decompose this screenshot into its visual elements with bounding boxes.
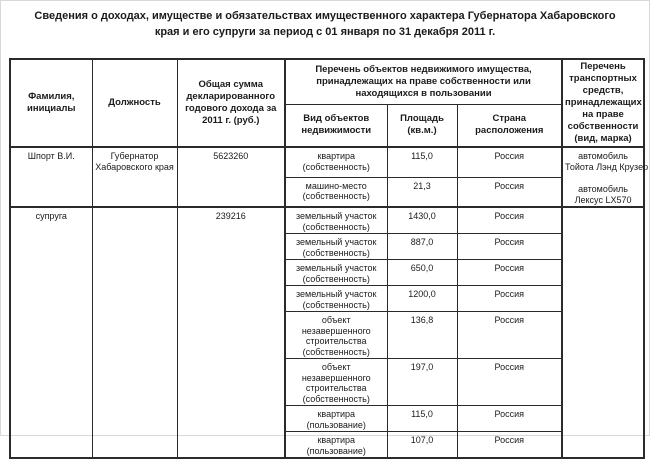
property-tenure: (собственность) — [302, 299, 370, 310]
property-country-cell: Россия — [457, 234, 562, 260]
property-tenure: (собственность) — [302, 191, 370, 201]
property-area-cell: 1200,0 — [387, 286, 457, 312]
header-area: Площадь (кв.м.) — [387, 104, 457, 147]
property-kind: земельный участок — [296, 237, 377, 247]
person-name-cell: Шпорт В.И. — [10, 147, 92, 207]
property-area-cell: 115,0 — [387, 147, 457, 177]
property-kind: земельный участок — [296, 211, 377, 221]
property-area-cell: 1430,0 — [387, 207, 457, 234]
property-country-cell: Россия — [457, 147, 562, 177]
property-kind: объект незавершенного строительства — [301, 315, 371, 346]
transport-entry — [565, 151, 649, 172]
property-kind: земельный участок — [296, 289, 377, 299]
property-country-cell: Россия — [457, 359, 562, 406]
property-tenure: (собственность) — [302, 247, 370, 258]
property-country-cell: Россия — [457, 207, 562, 234]
property-kind: квартира — [317, 435, 356, 445]
property-tenure: (собственность) — [302, 346, 370, 357]
table-row — [10, 207, 644, 234]
property-type-cell — [285, 260, 387, 286]
header-realty-group: Перечень объектов недвижимого имущества, принадлежащих на праве собственности или находящихся в пользовании — [285, 59, 562, 104]
property-type-cell — [285, 234, 387, 260]
property-type-cell — [285, 147, 387, 177]
property-area-cell: 21,3 — [387, 177, 457, 207]
header-name: Фамилия, инициалы — [10, 59, 92, 147]
property-tenure: (собственность) — [302, 393, 370, 404]
header-row-group — [10, 59, 644, 104]
property-kind: машино-место — [305, 180, 367, 191]
transport-model: Тойота Лэнд Крузер — [565, 161, 649, 172]
property-area-cell: 197,0 — [387, 359, 457, 406]
property-country-cell: Россия — [457, 312, 562, 359]
declaration-table — [9, 58, 649, 459]
property-area-cell: 107,0 — [387, 432, 457, 459]
property-type-cell — [285, 359, 387, 406]
property-type-cell — [285, 406, 387, 432]
person-income-cell: 239216 — [177, 207, 285, 458]
transport-model: Лексус LX570 — [574, 194, 632, 205]
person-income-cell: 5623260 — [177, 147, 285, 207]
property-country-cell: Россия — [457, 286, 562, 312]
property-area-cell: 650,0 — [387, 260, 457, 286]
property-type-cell — [285, 177, 387, 207]
property-kind: земельный участок — [296, 263, 377, 273]
person-position-cell — [92, 207, 177, 458]
property-tenure: (собственность) — [302, 221, 370, 232]
property-type-cell — [285, 207, 387, 234]
header-transport: Перечень транспортных средств, принадлежащих на праве собственности (вид, марка) — [562, 59, 644, 147]
header-realty-type: Вид объектов недвижимости — [285, 104, 387, 147]
property-country-cell: Россия — [457, 406, 562, 432]
transport-entry — [565, 184, 641, 205]
property-country-cell: Россия — [457, 177, 562, 207]
property-kind: квартира — [317, 409, 356, 419]
property-area-cell: 136,8 — [387, 312, 457, 359]
transport-cell — [562, 207, 644, 458]
header-country: Страна расположения — [457, 104, 562, 147]
property-type-cell — [285, 312, 387, 359]
table-row — [10, 147, 644, 177]
property-tenure: (собственность) — [302, 161, 370, 172]
property-area-cell: 115,0 — [387, 406, 457, 432]
property-tenure: (собственность) — [302, 273, 370, 284]
transport-kind: автомобиль — [578, 184, 628, 194]
transport-cell — [562, 147, 649, 207]
transport-kind: автомобиль — [578, 151, 628, 161]
property-kind: квартира — [317, 151, 356, 161]
header-position: Должность — [92, 59, 177, 147]
property-tenure: (пользование) — [306, 419, 366, 430]
document-title: Сведения о доходах, имуществе и обязательствах имущественного характера Губернатора Хабаровского края и его супруги за период с 01 января по 31 декабря 2011 г. — [34, 10, 616, 38]
property-country-cell: Россия — [457, 260, 562, 286]
header-income: Общая сумма декларированного годового дохода за 2011 г. (руб.) — [177, 59, 285, 147]
property-country-cell: Россия — [457, 432, 562, 459]
property-type-cell — [285, 432, 387, 459]
person-position-cell: Губернатор Хабаровского края — [92, 147, 177, 207]
property-kind: объект незавершенного строительства — [301, 362, 371, 393]
person-name-cell: супруга — [10, 207, 92, 458]
property-type-cell — [285, 286, 387, 312]
property-tenure: (пользование) — [306, 445, 366, 456]
property-area-cell: 887,0 — [387, 234, 457, 260]
